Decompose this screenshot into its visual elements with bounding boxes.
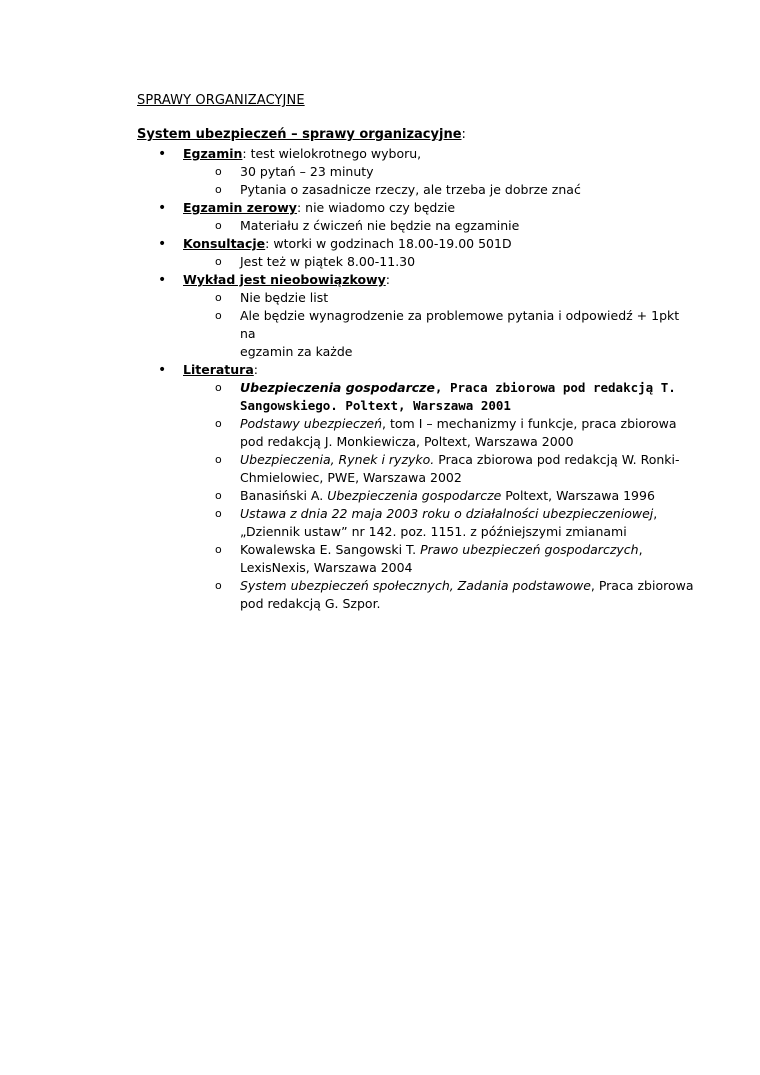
literature-entry [137,379,697,397]
sub-list-item [137,253,697,271]
literature-entry [137,559,697,577]
sub-list-item [137,163,697,181]
sub-list-item-text: Pytania o zasadnicze rzeczy, ale trzeba je dobrze znać [240,182,581,197]
list-item [137,145,697,163]
literature-label: Literatura [183,362,254,377]
section-title-suffix: : [461,127,466,142]
literature-entry [137,541,697,559]
list-item [137,199,697,217]
sub-bullet-icon: o [215,291,222,304]
sub-list-item-text: 30 pytań – 23 minuty [240,164,374,179]
literature-entry-text: , [638,542,643,557]
list-item-heading: Konsultacje [183,236,266,251]
literature-entry-text: , Praca zbiorowa pod redakcją T. [434,380,676,395]
literature-heading [137,361,697,379]
sub-bullet-icon: o [215,219,222,232]
literature-entry-text: Podstawy ubezpieczeń [240,416,383,431]
sub-list-item [137,307,697,343]
page-title: SPRAWY ORGANIZACYJNE [137,93,305,108]
literature-entry-text: Chmielowiec, PWE, Warszawa 2002 [240,470,462,485]
literature-entry-text: , [653,506,658,521]
literature-entry-text: pod redakcją G. Szpor. [240,596,381,611]
sub-bullet-icon: o [215,165,222,178]
list-item-text: : wtorki w godzinach 18.00-19.00 501D [265,236,512,251]
list-item-heading: Egzamin [183,146,243,161]
sub-bullet-icon: o [215,381,222,394]
sub-bullet-icon: o [215,183,222,196]
literature-entry [137,505,697,523]
list-item [137,271,697,289]
list-item-heading: Egzamin zerowy [183,200,297,215]
literature-entry-text: Prawo ubezpieczeń gospodarczych [420,542,639,557]
literature-entry-text: Ustawa z dnia 22 maja 2003 roku o działalności ubezpieczeniowej [240,506,654,521]
list-item-text: : [385,272,390,287]
sub-list-item-text: Nie będzie list [240,290,329,305]
sub-bullet-icon: o [215,507,222,520]
literature-entry-text: Kowalewska E. Sangowski T. [240,542,421,557]
bullet-icon: • [158,362,167,378]
literature-entry [137,469,697,487]
literature-entry-text: Ubezpieczenia gospodarcze [327,488,502,503]
sub-bullet-icon: o [215,579,222,592]
section-title [137,127,466,142]
sub-bullet-icon: o [215,453,222,466]
literature-entry-text: , tom I – mechanizmy i funkcje, praca zbiorowa [382,416,677,431]
sub-list-item-text: egzamin za każde [240,344,353,359]
literature-entry-text: pod redakcją J. Monkiewicza, Poltext, Warszawa 2000 [240,434,574,449]
bullet-icon: • [158,236,167,252]
bullet-icon: • [158,200,167,216]
literature-entry [137,397,697,415]
literature-entry-text: Praca zbiorowa pod redakcją W. Ronki- [434,452,680,467]
literature-entry-text: Ubezpieczenia, Rynek i ryzyko. [240,452,435,467]
literature-entry [137,487,697,505]
sub-list-item-text: Ale będzie wynagrodzenie za problemowe pytania i odpowiedź + 1pkt na [240,308,680,341]
literature-entry [137,433,697,451]
sub-list-item [137,217,697,235]
literature-entry [137,523,697,541]
literature-entry-text: „Dziennik ustaw” nr 142. poz. 1151. z późniejszymi zmianami [240,524,627,539]
literature-entry-text: Banasiński A. [240,488,328,503]
sub-list-item-text: Materiału z ćwiczeń nie będzie na egzaminie [240,218,520,233]
literature-entry-text: Poltext, Warszawa 1996 [501,488,655,503]
literature-entry-text: System ubezpieczeń społecznych, Zadania podstawowe [240,578,591,593]
bullet-icon: • [158,146,167,162]
literature-suffix: : [253,362,258,377]
sub-bullet-icon: o [215,255,222,268]
sub-list-item [137,181,697,199]
list-item-heading: Wykład jest nieobowiązkowy [183,272,386,287]
literature-entry-text: , Praca zbiorowa [590,578,694,593]
sub-bullet-icon: o [215,489,222,502]
sub-bullet-icon: o [215,543,222,556]
bullet-icon: • [158,272,167,288]
section-title-label: System ubezpieczeń – sprawy organizacyjne [137,127,462,142]
literature-entry-text: LexisNexis, Warszawa 2004 [240,560,413,575]
literature-entry [137,415,697,433]
sub-list-item-text: Jest też w piątek 8.00-11.30 [240,254,416,269]
sub-list-item [137,289,697,307]
literature-entry [137,595,697,613]
list-item-text: : test wielokrotnego wyboru, [242,146,422,161]
literature-entry-text: Ubezpieczenia gospodarcze [240,380,435,395]
sub-bullet-icon: o [215,309,222,322]
literature-entry [137,451,697,469]
literature-entry-text: Sangowskiego. Poltext, Warszawa 2001 [240,398,511,413]
list-item-text: : nie wiadomo czy będzie [296,200,456,215]
literature-entry [137,577,697,595]
organizational-list [137,145,697,613]
sub-list-item [137,343,697,361]
sub-bullet-icon: o [215,417,222,430]
list-item [137,235,697,253]
